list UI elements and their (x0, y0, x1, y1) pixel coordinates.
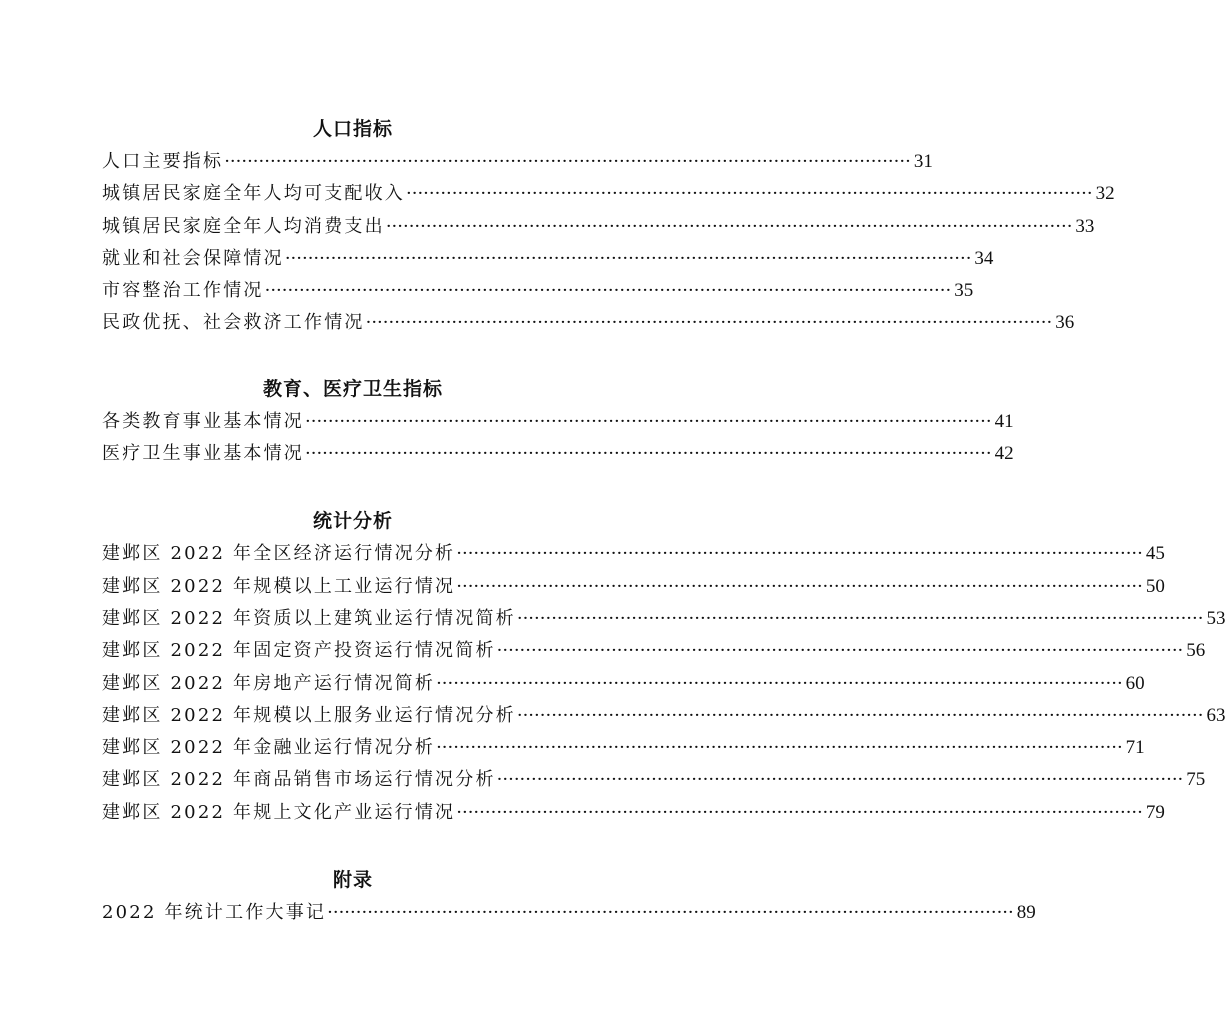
toc-entry[interactable] (102, 538, 1165, 570)
toc-entry[interactable] (102, 700, 1225, 732)
toc-entry[interactable] (102, 406, 1014, 438)
toc-list (102, 146, 1115, 340)
toc-leader-dots: ························································································································ (496, 640, 1184, 662)
toc-entry[interactable] (102, 243, 994, 275)
toc-entry-title: 建邺区 2022 年规模以上服务业运行情况分析 (102, 704, 516, 726)
toc-section-population (102, 112, 1115, 340)
toc-entry-page: 45 (1145, 543, 1165, 565)
toc-entry[interactable] (102, 275, 974, 307)
toc-entry[interactable] (102, 603, 1225, 635)
toc-leader-dots: ························································································································ (365, 312, 1053, 334)
toc-leader-dots: ························································································································ (456, 801, 1143, 823)
section-title: 人口指标 (312, 118, 393, 140)
toc-leader-dots: ························································································································ (385, 215, 1073, 237)
toc-entry-title: 各类教育事业基本情况 (102, 410, 304, 432)
toc-entry-page: 32 (1095, 183, 1115, 205)
toc-entry[interactable] (102, 668, 1145, 700)
toc-leader-dots: ························································································································ (305, 443, 992, 465)
toc-entry-page: 89 (1016, 902, 1036, 924)
toc-entry[interactable] (102, 178, 1115, 210)
toc-leader-dots: ························································································································ (516, 704, 1204, 726)
toc-leader-dots: ························································································································ (456, 575, 1143, 597)
toc-entry-page: 75 (1186, 769, 1206, 791)
toc-leader-dots: ························································································································ (305, 410, 992, 432)
toc-entry[interactable] (102, 146, 933, 178)
toc-entry-title: 医疗卫生事业基本情况 (102, 443, 304, 465)
toc-entry-page: 60 (1125, 672, 1145, 694)
toc-list (102, 406, 1014, 471)
toc-entry-page: 34 (974, 247, 994, 269)
toc-entry-page: 41 (994, 410, 1014, 432)
toc-entry-title: 建邺区 2022 年商品销售市场运行情况分析 (102, 769, 496, 791)
toc-entry[interactable] (102, 797, 1165, 829)
toc-entry[interactable] (102, 571, 1165, 603)
toc-entry-title: 建邺区 2022 年全区经济运行情况分析 (102, 543, 456, 565)
toc-leader-dots: ························································································································ (516, 607, 1204, 629)
toc-leader-dots: ························································································································ (284, 247, 972, 269)
toc-entry-page: 36 (1055, 312, 1075, 334)
toc-leader-dots: ························································································································ (264, 280, 952, 302)
toc-entry-title: 城镇居民家庭全年人均可支配收入 (102, 183, 405, 205)
toc-entry-title: 2022 年统计工作大事记 (102, 902, 327, 924)
toc-entry[interactable] (102, 897, 1036, 929)
toc-entry-page: 79 (1145, 801, 1165, 823)
toc-entry-page: 50 (1145, 575, 1165, 597)
toc-leader-dots: ························································································································ (436, 672, 1123, 694)
toc-entry-title: 人口主要指标 (102, 151, 224, 172)
toc-entry-title: 建邺区 2022 年规模以上工业运行情况 (102, 575, 456, 597)
section-title: 教育、医疗卫生指标 (262, 377, 443, 400)
toc-list (102, 538, 1225, 829)
toc-entry-title: 建邺区 2022 年固定资产投资运行情况简析 (102, 640, 496, 662)
toc-entry[interactable] (102, 732, 1145, 764)
toc-entry[interactable] (102, 635, 1206, 667)
toc-entry-page: 56 (1186, 640, 1206, 662)
toc-list (102, 897, 1036, 929)
toc-entry-page: 31 (913, 151, 933, 172)
toc-leader-dots: ························································································································ (496, 769, 1184, 791)
toc-entry-page: 63 (1206, 704, 1225, 726)
toc-section-statistical-analysis (102, 504, 1225, 829)
toc-entry[interactable] (102, 438, 1014, 470)
section-spacer (102, 470, 604, 504)
toc-entry[interactable] (102, 307, 1075, 339)
toc-entry-title: 建邺区 2022 年房地产运行情况简析 (102, 672, 436, 694)
toc-entry-page: 42 (994, 443, 1014, 465)
section-spacer (102, 829, 604, 863)
toc-leader-dots: ························································································································ (436, 737, 1123, 759)
table-of-contents (102, 112, 1225, 929)
toc-entry-title: 建邺区 2022 年金融业运行情况分析 (102, 737, 436, 759)
section-title: 统计分析 (312, 510, 393, 533)
toc-entry-title: 就业和社会保障情况 (102, 247, 284, 269)
toc-section-education-health (102, 372, 1014, 471)
toc-entry[interactable] (102, 764, 1206, 796)
toc-entry-title: 建邺区 2022 年资质以上建筑业运行情况简析 (102, 607, 516, 629)
toc-entry-page: 35 (954, 280, 974, 302)
toc-entry-page: 53 (1206, 607, 1225, 629)
toc-entry-title: 市容整治工作情况 (102, 280, 264, 302)
toc-leader-dots: ························································································································ (456, 543, 1143, 565)
toc-leader-dots: ························································································································ (406, 183, 1093, 205)
toc-entry[interactable] (102, 211, 1095, 243)
toc-section-appendix (102, 863, 1036, 929)
toc-entry-page: 33 (1075, 215, 1095, 237)
toc-entry-title: 建邺区 2022 年规上文化产业运行情况 (102, 801, 456, 823)
section-title: 附录 (332, 869, 373, 892)
toc-entry-title: 民政优抚、社会救济工作情况 (102, 312, 365, 334)
toc-entry-page: 71 (1125, 737, 1145, 759)
toc-entry-title: 城镇居民家庭全年人均消费支出 (102, 215, 385, 237)
section-spacer (102, 340, 604, 372)
toc-leader-dots: ························································································································ (224, 151, 911, 172)
toc-leader-dots: ························································································································ (327, 902, 1014, 924)
